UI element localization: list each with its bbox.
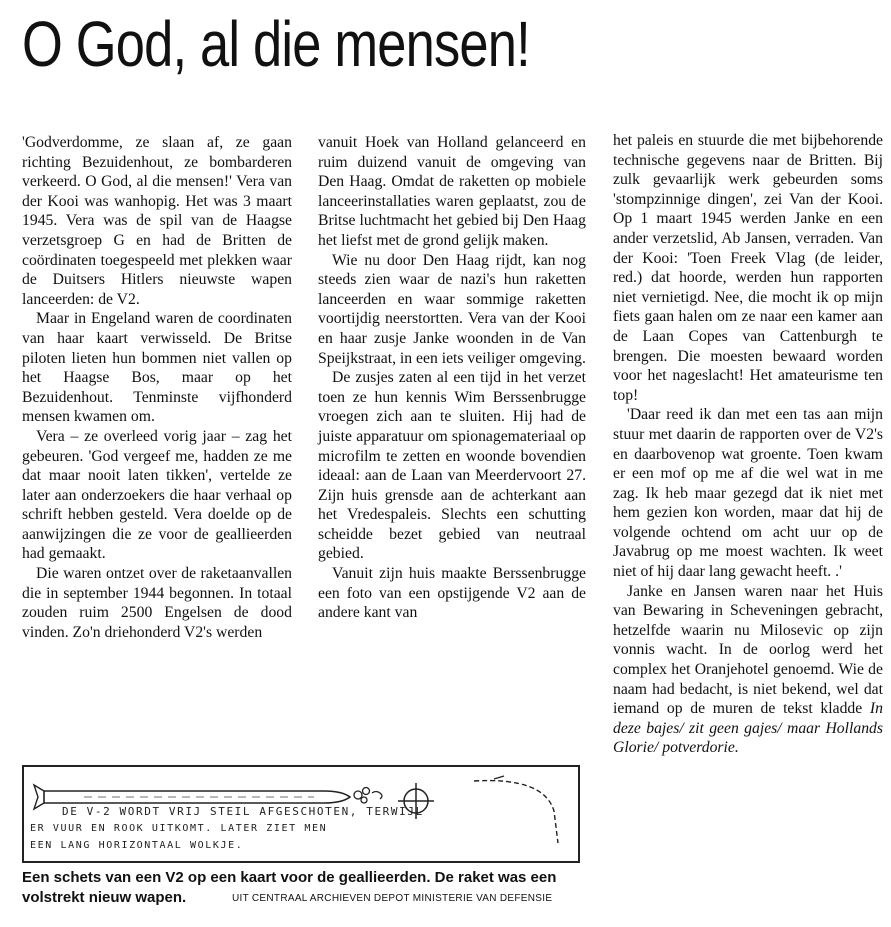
paragraph: vanuit Hoek van Holland gelanceerd en ruim duizend vanuit de omgeving van Den Haag. Omdat de raketten op mobiele lanceerinstallaties waren geplaatst, zou de Britse luchtmacht het gebied bij Den Haag het liefst met de grond gelijk maken. [318, 134, 586, 249]
trajectory-line [474, 781, 558, 843]
paragraph: Wie nu door Den Haag rijdt, kan nog steeds zien waar de nazi's hun raketten lanceerden en waar sommige raketten voortijdig neerstortten. Vera van der Kooi en haar zusje Janke woonden in de Van Speijkstraat, in een iets veiliger omgeving. [318, 251, 586, 367]
headline: O God, al die mensen! [22, 8, 530, 80]
paragraph: 'Godverdomme, ze slaan af, ze gaan richting Bezuidenhout, ze bombarderen verkeerd. O God, al die mensen!' Vera van der Kooi was wanhopig. Het was 3 maart 1945. Vera was de spil van de Haagse verzetsgroep G en had de Britten de coördinaten toegespeeld met plekken waar de Duitsers Hitlers nieuwste wapen lanceerden: de V2. [22, 134, 292, 308]
paragraph: De zusjes zaten al een tijd in het verzet toen ze hun kennis Wim Berssenbrugge vroegen zich aan te sluiten. Hij had de juiste apparatuur om spionagemateriaal op microfilm te zetten en woonde bovendien ideaal: aan de Laan van Meerdervoort 27. Zijn huis grensde aan de achterkant aan het Vredespaleis. Slechts een schutting scheidde bezet gebied van neutraal gebied. [318, 369, 586, 563]
paragraph: Vanuit zijn huis maakte Berssenbrugge een foto van een opstijgende V2 aan de andere kant van [318, 565, 586, 622]
article-column-3 [613, 131, 883, 758]
article-column-1 [22, 133, 292, 642]
v2-sketch-figure [22, 765, 580, 863]
sketch-label-line-2: ER VUUR EN ROOK UITKOMT. LATER ZIET MEN [30, 823, 328, 834]
paragraph-text: Janke en Jansen waren naar het Huis van Bewaring in Scheveningen gebracht, hetzelfde waarin nu Milosevic op zijn vonnis wacht. In de oorlog werd het complex het Oranjehotel genoemd. Wie de naam had bedacht, is niet bekend, wel dat iemand op de muren de tekst kladde [613, 582, 883, 718]
graffiti-quote: In deze bajes/ zit geen gajes/ maar Hollands Glorie/ potverdorie. [613, 700, 883, 757]
paragraph [613, 582, 883, 758]
article-column-2 [318, 133, 586, 623]
paragraph: Maar in Engeland waren de coordinaten van haar kaart verwisseld. De Britse piloten lieten hun bommen niet vallen op het Haagse Bos, maar op het Bezuidenhout. Tenminste vijfhonderd mensen kwamen om. [22, 310, 292, 426]
smoke-puff [354, 788, 382, 804]
sketch-label-line-3: EEN LANG HORIZONTAAL WOLKJE. [30, 840, 244, 851]
figure-caption: Een schets van een V2 op een kaart voor de geallieerden. De raket was een volstrekt nieuw wapen. [22, 869, 557, 906]
paragraph: Die waren ontzet over de raketaanvallen die in september 1944 begonnen. In totaal zouden ruim 2500 Engelsen de dood vinden. Zo'n driehonderd V2's werden [22, 565, 292, 641]
sketch-label-line-1: DE V-2 WORDT VRIJ STEIL AFGESCHOTEN, TERWIJL [62, 805, 424, 818]
paragraph: het paleis en stuurde die met bijbehorende technische gegevens naar de Britten. Bij zulk gevaarlijk werk gebeurden soms 'stompzinnige dingen', zei Van der Kooi. Op 1 maart 1945 werden Janke en een ander verzetslid, Ab Jansen, verraden. Van der Kooi: 'Toen Freek Vlag (de leider, red.) dat hoorde, werden hun rapporten niet vernietigd. Nee, die mocht ik op mijn fiets gaan halen om ze naar een kamer aan de Laan Copes van Cattenburgh te brengen. Die moesten bewaard worden voor het nageslacht! Het amateurisme ten top! [613, 132, 883, 404]
paragraph: Vera – ze overleed vorig jaar – zag het gebeuren. 'God vergeef me, hadden ze me dat maar nooit laten tikken', vertelde ze later aan onderzoekers die haar verhaal op schrift hebben gesteld. Vera doelde op de aanwijzingen die ze voor de geallieerden had gemaakt. [22, 427, 292, 563]
photo-credit: UIT CENTRAAL ARCHIEVEN DEPOT MINISTERIE VAN DEFENSIE [232, 893, 553, 904]
paragraph: 'Daar reed ik dan met een tas aan mijn stuur met daarin de rapporten over de V2's en daarbovenop wat groente. Toen kwam er een mof op me af die wel wat in me zag. Ik heb maar gezegd dat ik niet met hem gezien kon worden, maar dat hij de volgende ochtend om acht uur op de Javabrug op me moest wachten. Ik weet niet of hij daar lang gewacht heeft. .' [613, 406, 883, 581]
